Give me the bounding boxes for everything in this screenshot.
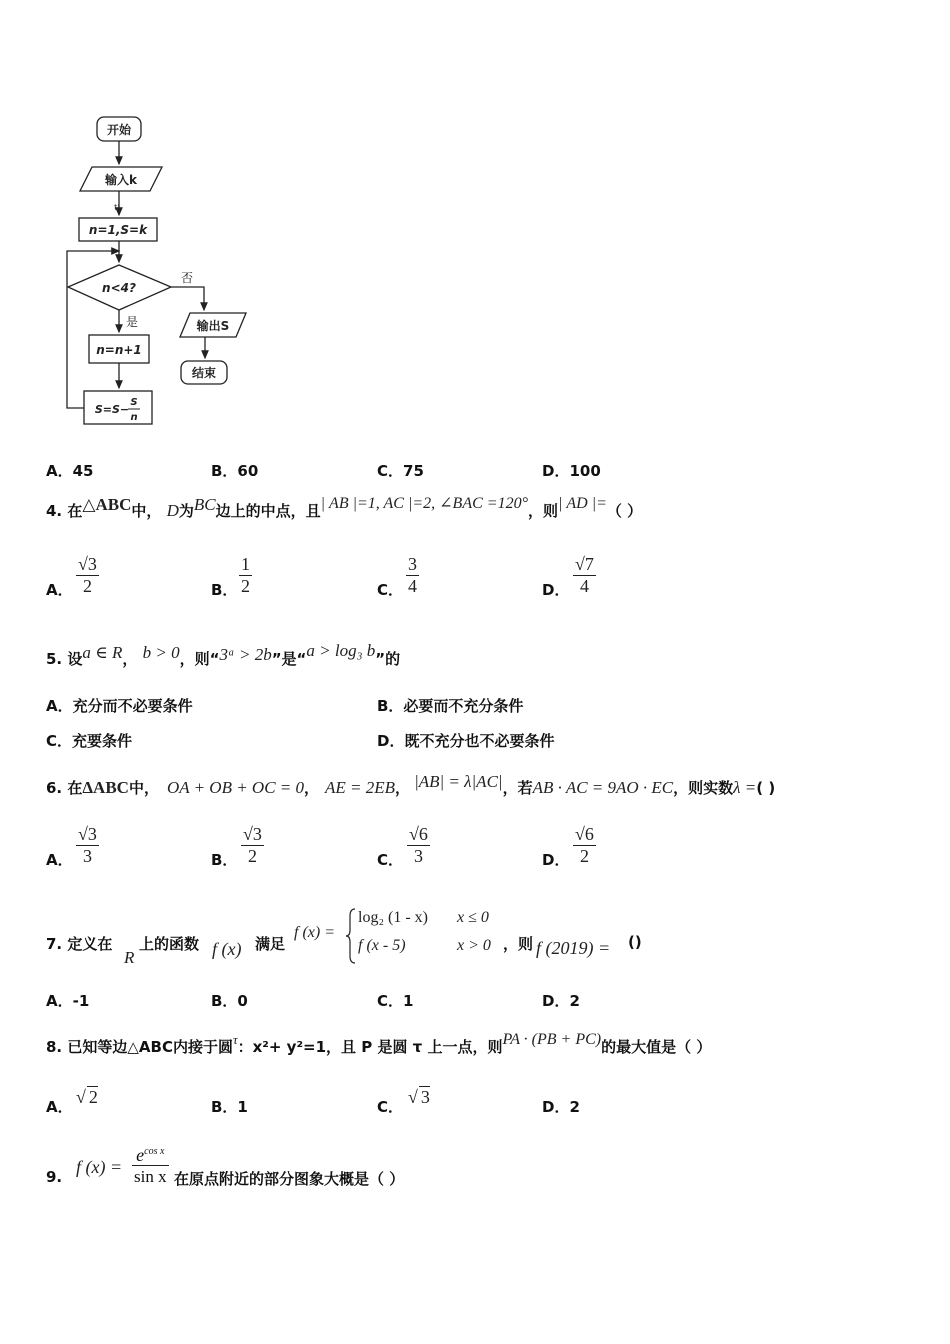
- q7-case-1: log₂ (1 - x): [358, 909, 429, 926]
- q5-text-5: ”的: [375, 650, 401, 668]
- q4-text-3: 为: [178, 502, 194, 520]
- q8-option-d: D．2: [542, 1098, 580, 1116]
- q9-numerator: e: [136, 1145, 145, 1165]
- q9-number: 9.: [46, 1168, 63, 1186]
- q8-circle: ：x²+ y²=1，且 P 是圆 τ 上一点，则: [237, 1038, 503, 1056]
- q8-tail: 的最大值是（ ）: [601, 1038, 712, 1056]
- q9-fraction: [132, 1142, 169, 1188]
- q5-option-c: C．充要条件: [46, 732, 133, 750]
- q5-option-a: A．充分而不必要条件: [46, 697, 193, 715]
- flow-update-lhs: S=S−: [94, 403, 130, 416]
- q7-number-text: [46, 933, 112, 954]
- q6-option-b-fraction: $\frac{√3}{2}$: [243, 824, 262, 866]
- q4-option-c-label: C．: [377, 581, 404, 599]
- flow-start-label: 开始: [106, 123, 132, 137]
- q6-text-4: ，: [395, 779, 411, 797]
- q7-text-4: ，则: [503, 935, 534, 953]
- q6-expr-3: |AB| = λ|AC|: [414, 772, 503, 791]
- q4-ad: | AD |=: [557, 495, 607, 512]
- q6-text-6: ，则实数: [673, 779, 734, 797]
- q4-text-4: 边上的中点，且: [215, 502, 321, 520]
- q5-p: 3ᵃ > 2b: [219, 645, 272, 664]
- flow-yes-label: 是: [125, 315, 139, 329]
- q6-text-5: ，若: [502, 779, 533, 797]
- flow-update-den: n: [130, 412, 138, 423]
- flow-update-num: S: [130, 397, 138, 408]
- flow-condition-label: n<4?: [102, 281, 136, 295]
- q7-text-3: 满足: [255, 935, 286, 953]
- q8-option-c-label: C．: [377, 1098, 404, 1116]
- q6-option-d-label: D．: [542, 851, 570, 869]
- q4-text-6: （ ）: [606, 502, 643, 520]
- q7-text-2: 上的函数: [139, 935, 200, 953]
- q8-expr: PA · (PB + PC): [502, 1031, 602, 1048]
- q6-option-c-fraction: $\frac{√6}{3}$: [409, 824, 428, 866]
- q6-text-2: 中，: [128, 779, 159, 797]
- q6-lambda: λ =: [733, 778, 757, 797]
- q4-number: 4.: [46, 502, 63, 520]
- flow-input-extra: t|: [114, 203, 120, 212]
- q4-text-5: ，则: [527, 502, 558, 520]
- q5-text-2: ，: [122, 650, 138, 668]
- q4-point-d: D: [166, 501, 179, 520]
- q7-f: f (x): [212, 939, 242, 959]
- q6-expr-4: AB · AC = 9AO · EC: [532, 778, 674, 797]
- q7-cond-1: x ≤ 0: [457, 909, 489, 926]
- q6-text-3: ，: [304, 779, 320, 797]
- q4-option-d-fraction: $\frac{√7}{4}$: [575, 554, 594, 596]
- q7-brace: [345, 908, 357, 964]
- q4-text-1: 在: [67, 502, 83, 520]
- q7-number: 7.: [46, 935, 63, 953]
- flowchart: [0, 0, 300, 440]
- q8-tau: τ: [232, 1032, 238, 1047]
- q5-b: b > 0: [142, 643, 180, 662]
- flow-init-label: n=1,S=k: [88, 223, 148, 237]
- q8-option-a-label: A．: [46, 1098, 73, 1116]
- q4-stem: [46, 495, 643, 521]
- q9-tail: 在原点附近的部分图象大概是（ ）: [174, 1170, 405, 1188]
- q5-option-b: B．必要而不充分条件: [377, 697, 524, 715]
- q9-denominator: sin x: [134, 1167, 167, 1186]
- q5-number: 5.: [46, 650, 63, 668]
- q5-stem: [46, 641, 401, 669]
- q3-option-b: B．60: [211, 462, 259, 480]
- q6-number: 6.: [46, 779, 63, 797]
- q4-text-2: 中，: [131, 502, 162, 520]
- flow-output-label: 输出S: [196, 319, 230, 333]
- q4-condition: | AB |=1, AC |=2, ∠BAC =120°: [320, 495, 528, 512]
- q8-option-a-sqrt: √ 2: [76, 1087, 98, 1107]
- q6-option-c-label: C．: [377, 851, 404, 869]
- q7-option-c: C．1: [377, 992, 414, 1010]
- q6-option-b-label: B．: [211, 851, 238, 869]
- q6-triangle: ΔABC: [82, 778, 129, 797]
- q7-option-b: B．0: [211, 992, 248, 1010]
- q5-text-3: ，则“: [179, 650, 220, 668]
- q5-option-d: D．既不充分也不必要条件: [377, 732, 555, 750]
- q7-fx: f (x) =: [294, 924, 335, 941]
- q4-option-b-label: B．: [211, 581, 238, 599]
- q6-expr-1: OA + OB + OC = 0: [166, 778, 305, 797]
- q4-triangle: △ABC: [82, 495, 132, 514]
- q7-cond-2: x > 0: [457, 937, 491, 954]
- q7-text-5: (): [628, 933, 642, 951]
- q3-option-d: D．100: [542, 462, 601, 480]
- q3-option-c: C．75: [377, 462, 424, 480]
- q6-text-1: 在: [67, 779, 83, 797]
- q6-expr-2: AE = 2EB: [325, 778, 396, 797]
- q4-option-b-fraction: $\frac{1}{2}$: [241, 554, 250, 596]
- q8-stem: [46, 1031, 712, 1057]
- q6-stem: [46, 772, 776, 798]
- q7-option-a: A．-1: [46, 992, 90, 1010]
- q4-segment-bc: BC: [193, 495, 216, 514]
- q6-option-a-label: A．: [46, 851, 73, 869]
- flow-no-label: 否: [180, 271, 194, 285]
- q8-option-b: B．1: [211, 1098, 248, 1116]
- q6-option-a-fraction: $\frac{√3}{3}$: [78, 824, 97, 866]
- q7-r: R: [124, 948, 135, 967]
- q7-option-d: D．2: [542, 992, 580, 1010]
- q4-option-a-fraction: $\frac{√3}{2}$: [78, 554, 97, 596]
- flow-increment-label: n=n+1: [96, 343, 142, 357]
- q6-option-d-fraction: $\frac{√6}{2}$: [575, 824, 594, 866]
- q4-option-c-fraction: $\frac{3}{4}$: [408, 554, 417, 596]
- q9-fx: f (x) =: [76, 1157, 123, 1177]
- q4-option-d-label: D．: [542, 581, 570, 599]
- q7-f2019: f (2019) =: [536, 938, 611, 958]
- q5-text-4: ”是“: [271, 650, 307, 668]
- q5-q: a > log₃ b: [306, 641, 376, 660]
- q7-text-1: 定义在: [67, 935, 113, 953]
- q4-option-a-label: A．: [46, 581, 73, 599]
- q5-a: a ∈ R: [82, 643, 123, 662]
- flow-end-label: 结束: [191, 366, 217, 380]
- q8-option-c-sqrt: √ 3: [408, 1087, 430, 1107]
- q8-number: 8.: [46, 1038, 63, 1056]
- flow-input-label: 输入k: [105, 173, 137, 187]
- q3-option-a: A．45: [46, 462, 94, 480]
- q5-text-1: 设: [67, 650, 83, 668]
- q7-case-2: f (x - 5): [358, 937, 406, 954]
- q9-exponent: cos x: [144, 1146, 165, 1157]
- q8-text: 已知等边△ABC内接于圆: [67, 1038, 233, 1056]
- q6-text-7: ( ): [756, 779, 776, 797]
